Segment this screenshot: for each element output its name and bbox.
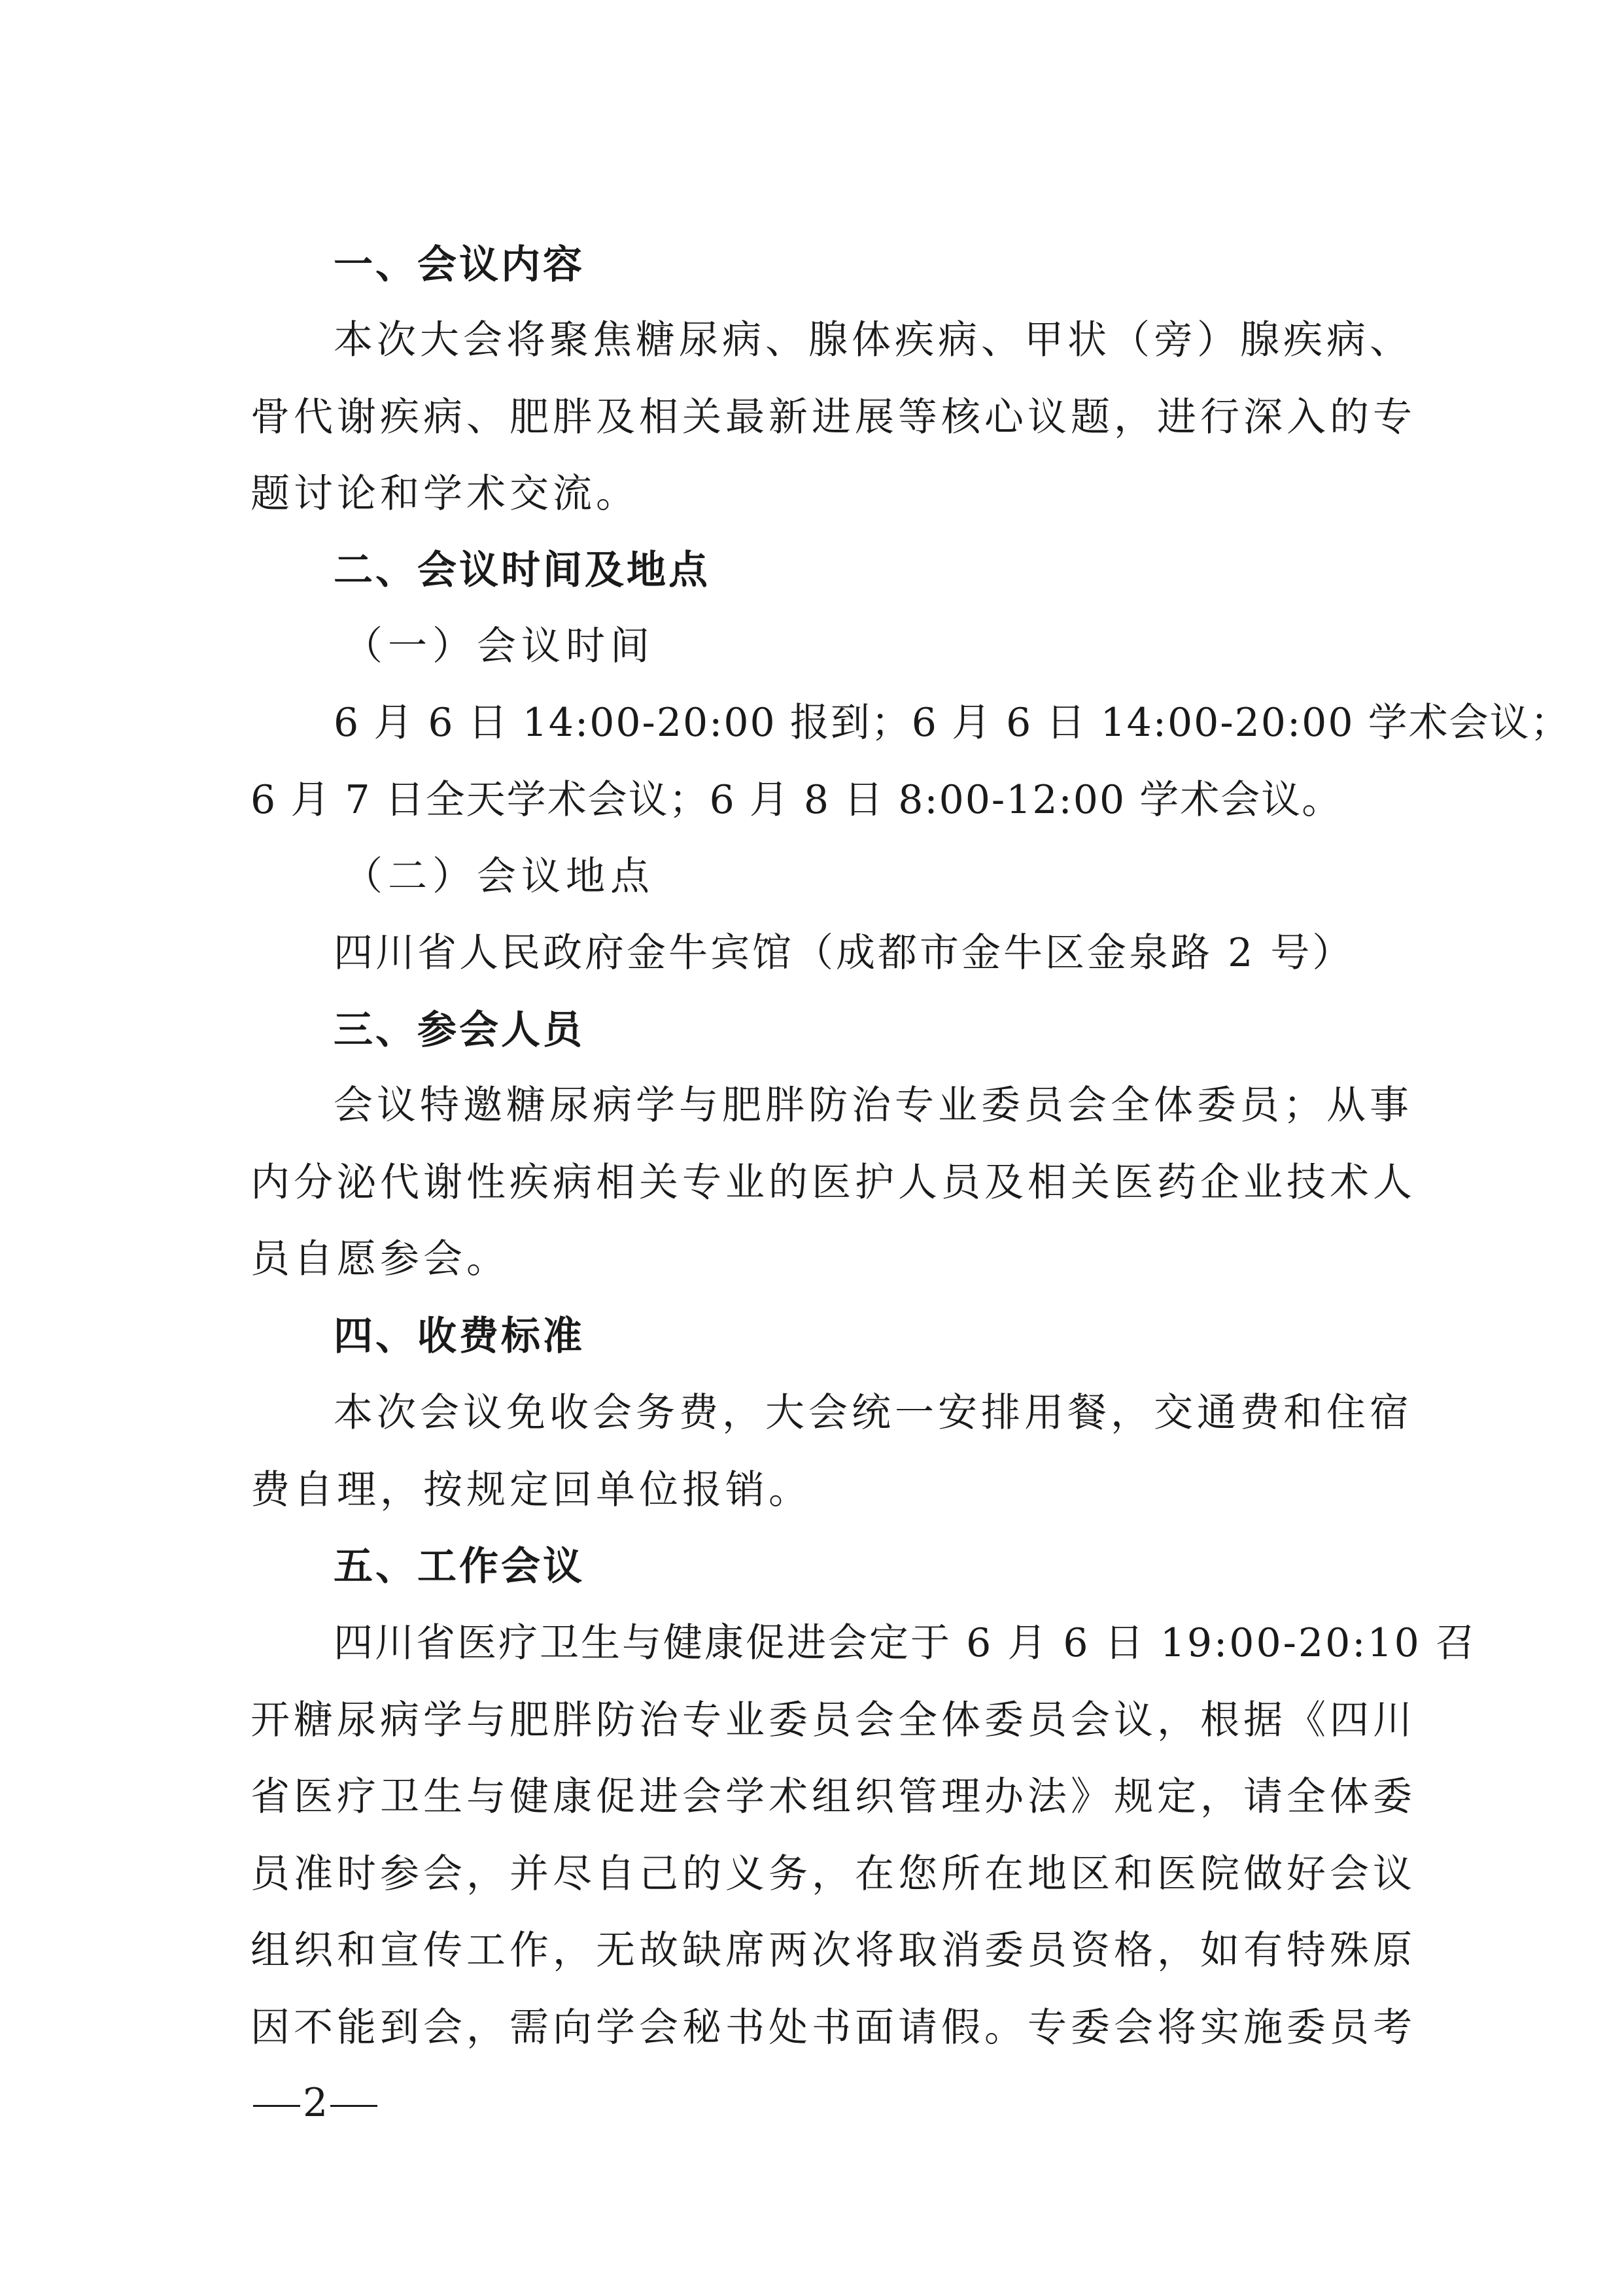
section-heading: 二、会议时间及地点 bbox=[334, 547, 710, 593]
paragraph-line: 省医疗卫生与健康促进会学术组织管理办法》规定，请全体委 bbox=[251, 1774, 1416, 1820]
paragraph-line: 内分泌代谢性疾病相关专业的医护人员及相关医药企业技术人 bbox=[251, 1160, 1416, 1206]
page-number-value: 2 bbox=[303, 2080, 328, 2126]
subsection-heading: （一）会议时间 bbox=[343, 623, 655, 669]
section-heading: 五、工作会议 bbox=[334, 1544, 585, 1589]
paragraph-line: 6 月 7 日全天学术会议；6 月 8 日 8:00-12:00 学术会议。 bbox=[251, 777, 1343, 823]
paragraph-line: 开糖尿病学与肥胖防治专业委员会全体委员会议，根据《四川 bbox=[251, 1697, 1416, 1743]
paragraph-line: 会议特邀糖尿病学与肥胖防治专业委员会全体委员；从事 bbox=[334, 1083, 1413, 1128]
paragraph-line: 本次大会将聚焦糖尿病、腺体疾病、甲状（旁）腺疾病、 bbox=[334, 317, 1413, 363]
paragraph-line: 骨代谢疾病、肥胖及相关最新进展等核心议题，进行深入的专 bbox=[251, 394, 1416, 440]
section-heading: 一、会议内容 bbox=[334, 242, 585, 288]
paragraph-line: 题讨论和学术交流。 bbox=[251, 471, 639, 517]
paragraph-line: 组织和宣传工作，无故缺席两次将取消委员资格，如有特殊原 bbox=[251, 1928, 1416, 1973]
dash-left bbox=[253, 2105, 300, 2107]
paragraph-line: 员准时参会，并尽自己的义务，在您所在地区和医院做好会议 bbox=[251, 1851, 1416, 1897]
paragraph-line: 四川省人民政府金牛宾馆（成都市金牛区金泉路 2 号） bbox=[334, 930, 1355, 976]
subsection-heading: （二）会议地点 bbox=[343, 854, 655, 899]
paragraph-line: 员自愿参会。 bbox=[251, 1236, 510, 1282]
paragraph-line: 本次会议免收会务费，大会统一安排用餐，交通费和住宿 bbox=[334, 1390, 1413, 1436]
paragraph-line: 6 月 6 日 14:00-20:00 报到；6 月 6 日 14:00-20:00 学术会议； bbox=[334, 700, 1571, 746]
section-heading: 四、收费标准 bbox=[334, 1313, 585, 1359]
paragraph-line: 因不能到会，需向学会秘书处书面请假。专委会将实施委员考 bbox=[251, 2005, 1416, 2051]
paragraph-line: 四川省医疗卫生与健康促进会定于 6 月 6 日 19:00-20:10 召 bbox=[334, 1620, 1477, 1666]
section-heading: 三、参会人员 bbox=[334, 1007, 585, 1053]
dash-right bbox=[330, 2105, 377, 2107]
page-number bbox=[251, 2077, 380, 2129]
paragraph-line: 费自理，按规定回单位报销。 bbox=[251, 1467, 812, 1513]
